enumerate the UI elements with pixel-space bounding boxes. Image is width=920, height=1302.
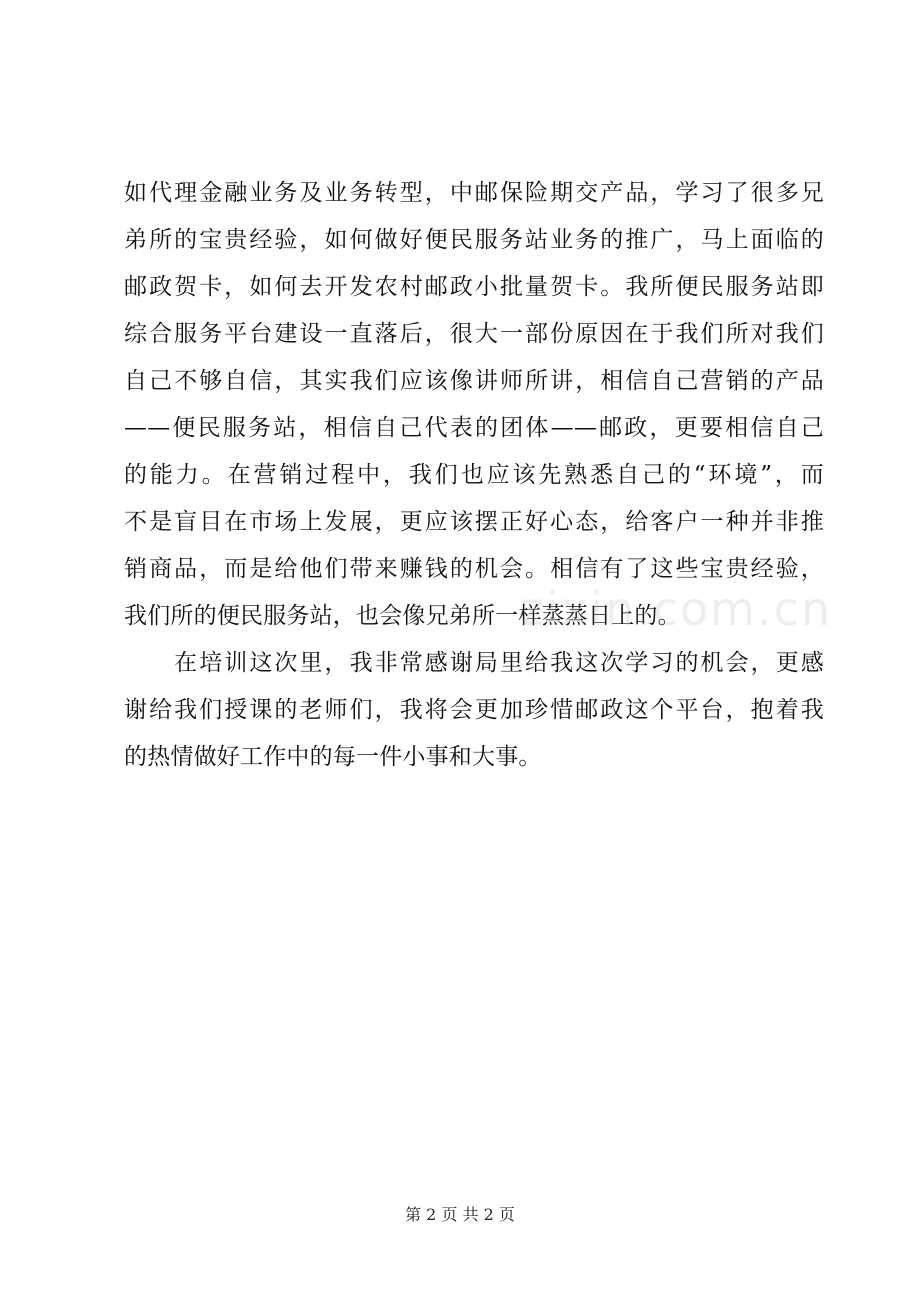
text-line: 谢给我们授课的老师们，我将会更加珍惜邮政这个平台，抱着我: [124, 697, 824, 723]
text-line: 综合服务平台建设一直落后，很大一部份原因在于我们所对我们: [124, 321, 824, 347]
document-body: [124, 170, 824, 781]
text-line: ——便民服务站，相信自己代表的团体——邮政，更要相信自己: [124, 415, 824, 441]
text-line: 的热情做好工作中的每一件小事和大事。: [124, 744, 542, 770]
text-line: 自己不够自信，其实我们应该像讲师所讲，相信自己营销的产品: [124, 368, 824, 394]
text-line: 我们所的便民服务站，也会像兄弟所一样蒸蒸日上的。: [124, 603, 681, 629]
text-line: 如代理金融业务及业务转型，中邮保险期交产品，学习了很多兄: [124, 180, 824, 206]
text-line: 在培训这次里，我非常感谢局里给我这次学习的机会，更感: [124, 650, 824, 676]
text-line: 的能力。在营销过程中，我们也应该先熟悉自己的“环境”，而: [124, 462, 824, 488]
page-footer: 第 2 页 共 2 页: [405, 1205, 515, 1224]
text-line: 不是盲目在市场上发展，更应该摆正好心态，给客户一种并非推: [124, 509, 824, 535]
text-line: 邮政贺卡，如何去开发农村邮政小批量贺卡。我所便民服务站即: [124, 274, 824, 300]
watermark: zixin.com.cn: [520, 582, 833, 636]
paragraph-1: [124, 170, 824, 640]
text-line: 弟所的宝贵经验，如何做好便民服务站业务的推广，马上面临的: [124, 227, 824, 253]
paragraph-2: [124, 640, 824, 781]
text-line: 销商品，而是给他们带来赚钱的机会。相信有了这些宝贵经验，: [124, 556, 824, 582]
